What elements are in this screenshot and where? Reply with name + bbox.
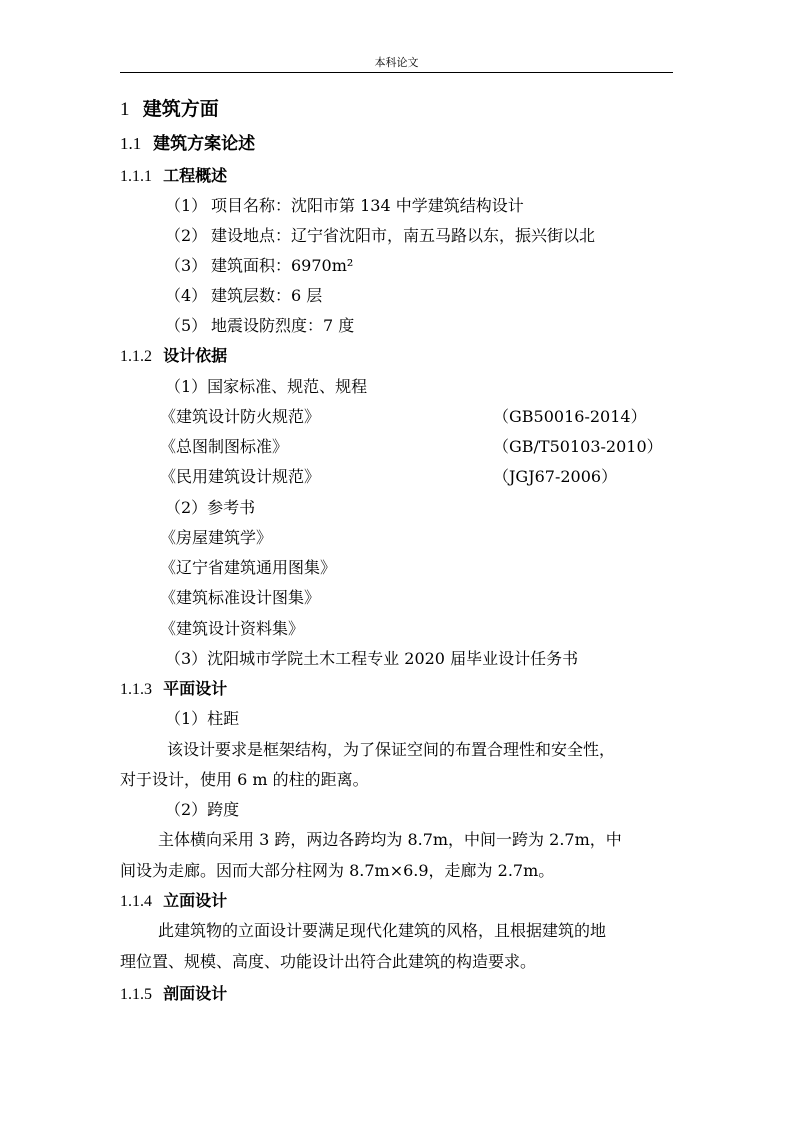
reference-book: 《房屋建筑学》 bbox=[160, 528, 273, 547]
overview-item-text: 地震设防烈度：7 度 bbox=[211, 316, 355, 335]
heading-1-1 bbox=[120, 133, 255, 155]
heading-1-1-2-title: 设计依据 bbox=[163, 346, 228, 365]
task-document: （3）沈阳城市学院土木工程专业 2020 届毕业设计任务书 bbox=[165, 649, 579, 668]
heading-1-1-4-title: 立面设计 bbox=[163, 891, 228, 910]
heading-1-1-3-number: 1.1.3 bbox=[120, 681, 152, 698]
reference-book: 《辽宁省建筑通用图集》 bbox=[160, 558, 337, 577]
heading-1-number: 1 bbox=[120, 99, 130, 120]
heading-1-1-number: 1.1 bbox=[120, 134, 142, 153]
overview-item-label: （5） bbox=[165, 316, 208, 335]
heading-1-1-3 bbox=[120, 678, 227, 701]
overview-item-label: （2） bbox=[165, 226, 208, 245]
overview-item bbox=[165, 225, 595, 247]
paragraph-line: 主体横向采用 3 跨，两边各跨均为 8.7m，中间一跨为 2.7m，中 bbox=[158, 830, 622, 849]
overview-item bbox=[165, 195, 524, 217]
overview-item bbox=[165, 255, 353, 277]
overview-item-label: （4） bbox=[165, 286, 208, 305]
column-spacing-heading: （1）柱距 bbox=[165, 709, 240, 728]
heading-1-title: 建筑方面 bbox=[142, 98, 219, 120]
heading-1-1-1-number: 1.1.1 bbox=[120, 168, 152, 185]
standards-heading: （1）国家标准、规范、规程 bbox=[165, 377, 368, 396]
heading-1-1-5-title: 剖面设计 bbox=[163, 984, 228, 1003]
overview-item-text: 建设地点：辽宁省沈阳市，南五马路以东，振兴街以北 bbox=[211, 226, 596, 245]
overview-item-text: 项目名称：沈阳市第 134 中学建筑结构设计 bbox=[211, 196, 524, 215]
span-heading: （2）跨度 bbox=[165, 800, 240, 819]
standard-name: 《民用建筑设计规范》 bbox=[160, 467, 321, 486]
standard-name: 《总图制图标准》 bbox=[160, 437, 289, 456]
heading-1-1-2-number: 1.1.2 bbox=[120, 348, 152, 365]
overview-item-label: （3） bbox=[165, 256, 208, 275]
heading-1-1-4-number: 1.1.4 bbox=[120, 893, 152, 910]
overview-item bbox=[165, 285, 322, 307]
overview-item-label: （1） bbox=[165, 196, 208, 215]
heading-1 bbox=[120, 98, 219, 121]
heading-1-1-5 bbox=[120, 983, 227, 1006]
standard-code: （GB50016-2014） bbox=[493, 407, 647, 426]
books-heading: （2）参考书 bbox=[165, 498, 256, 517]
overview-item-text: 建筑层数：6 层 bbox=[211, 286, 323, 305]
page-header: 本科论文 bbox=[374, 56, 419, 69]
standard-name: 《建筑设计防火规范》 bbox=[160, 407, 321, 426]
overview-item bbox=[165, 315, 354, 337]
heading-1-1-1 bbox=[120, 165, 227, 188]
reference-book: 《建筑标准设计图集》 bbox=[160, 588, 321, 607]
heading-1-1-title: 建筑方案论述 bbox=[153, 134, 256, 154]
heading-1-1-2 bbox=[120, 345, 227, 368]
paragraph-line: 该设计要求是框架结构，为了保证空间的布置合理性和安全性， bbox=[167, 740, 616, 759]
heading-1-1-4 bbox=[120, 890, 227, 913]
paragraph-line: 对于设计，使用 6 m 的柱的距离。 bbox=[120, 770, 369, 789]
heading-1-1-5-number: 1.1.5 bbox=[120, 986, 152, 1003]
header-rule bbox=[120, 72, 673, 73]
reference-book: 《建筑设计资料集》 bbox=[160, 619, 305, 638]
paragraph-line: 间设为走廊。因而大部分柱网为 8.7m×6.9，走廊为 2.7m。 bbox=[120, 861, 555, 880]
standard-code: （GB/T50103-2010） bbox=[493, 437, 663, 456]
overview-item-text: 建筑面积：6970m² bbox=[211, 256, 354, 275]
paragraph-line: 此建筑物的立面设计要满足现代化建筑的风格，且根据建筑的地 bbox=[158, 921, 607, 940]
heading-1-1-3-title: 平面设计 bbox=[163, 679, 228, 698]
standard-code: （JGJ67-2006） bbox=[493, 467, 618, 486]
paragraph-line: 理位置、规模、高度、功能设计出符合此建筑的构造要求。 bbox=[120, 952, 537, 971]
heading-1-1-1-title: 工程概述 bbox=[163, 166, 228, 185]
